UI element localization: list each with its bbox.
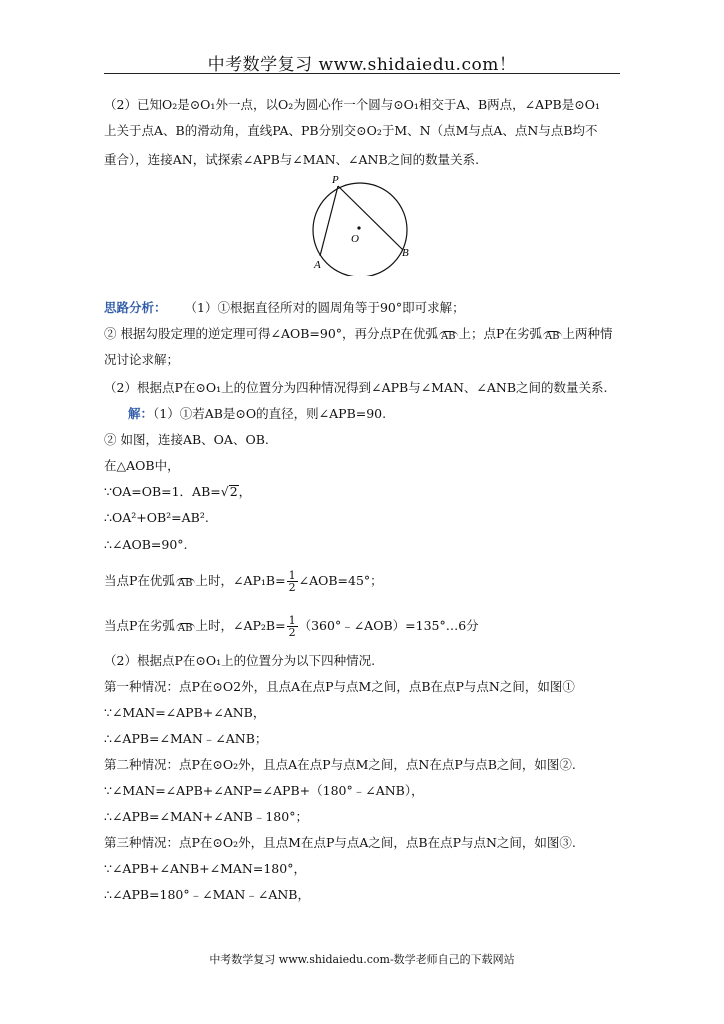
fraction-half: $\frac{1}{2}$	[288, 569, 296, 594]
case-3-a: ∵∠APB+∠ANB+∠MAN=180°，	[104, 861, 306, 876]
page-header-title: 中考数学复习 www.shidaiedu.com！	[207, 55, 517, 75]
label-p: P	[332, 174, 339, 186]
solution-line-2: ② 如图，连接AB、OA、OB.	[104, 432, 269, 447]
case-2: 第二种情况：点P在⊙O₂外，且点A在点P与点M之间，点N在点P与点B之间，如图②.	[104, 757, 576, 772]
sqrt-value: 2	[229, 484, 238, 499]
solution-label: 解：	[128, 406, 154, 421]
case-1-a: ∵∠MAN=∠APB+∠ANB，	[104, 705, 266, 720]
case-3-b: ∴∠APB=180°﹣∠MAN﹣∠ANB，	[104, 887, 310, 902]
arc-ab-major-2: AB	[177, 578, 193, 589]
arc-ab-minor-2: AB	[177, 623, 193, 634]
label-b: B	[402, 247, 409, 259]
center-dot	[357, 226, 360, 229]
solution-line-7: 当点P在优弧 AB 上时，∠AP₁B= $\frac{1}{2}$ ∠AOB=45°；	[104, 569, 383, 594]
label-o: O	[351, 233, 359, 245]
case-1: 第一种情况：点P在⊙O2外，且点A在点P与点M之间，点B在点P与点N之间，如图①	[104, 679, 575, 694]
arc-ab-major: AB	[440, 331, 456, 342]
chord-pb	[338, 186, 403, 250]
solution-line-5: ∴OA²+OB²=AB².	[104, 510, 209, 525]
chord-pa	[320, 186, 338, 256]
fraction-half-2: $\frac{1}{2}$	[288, 614, 296, 639]
solution-line-4: ∵OA=OB=1．AB=√2，	[104, 484, 252, 499]
solution-line-9: （2）根据点P在⊙O₁上的位置分为以下四种情况.	[104, 653, 376, 668]
case-2-a: ∵∠MAN=∠APB+∠ANP=∠APB+（180°﹣∠ANB），	[104, 783, 424, 798]
analysis-line-4: （2）根据点P在⊙O₁上的位置分为四种情况得到∠APB与∠MAN、∠ANB之间的数量关系.	[104, 380, 608, 395]
analysis-line-3: 况讨论求解；	[104, 352, 180, 367]
problem-line-1: （2）已知O₂是⊙O₁外一点，以O₂为圆心作一个圆与⊙O₁相交于A、B两点，∠APB是⊙O₁	[104, 97, 600, 112]
arc-ab-minor: AB	[544, 331, 560, 342]
solution-line-8: 当点P在劣弧 AB 上时，∠AP₂B= $\frac{1}{2}$ （360°﹣∠AOB）=135°…6分	[104, 614, 479, 639]
label-a: A	[314, 259, 321, 271]
solution-line-6: ∴∠AOB=90°.	[104, 537, 188, 552]
case-3: 第三种情况：点P在⊙O₂外，且点M在点P与点A之间，点B在点P与点N之间，如图③.	[104, 835, 576, 850]
header-rule	[104, 73, 620, 74]
problem-line-3: 重合），连接AN，试探索∠APB与∠MAN、∠ANB之间的数量关系.	[104, 152, 480, 167]
analysis-line-2: ② 根据勾股定理的逆定理可得∠AOB=90°，再分点P在优弧 AB 上；点P在劣弧 AB 上两种情	[104, 326, 613, 342]
analysis-label: 思路分析：	[104, 300, 167, 315]
case-2-b: ∴∠APB=∠MAN+∠ANB﹣180°；	[104, 809, 308, 824]
solution-line-3: 在△AOB中，	[104, 458, 180, 473]
page-footer: 中考数学复习 www.shidaiedu.com-数学老师自己的下载网站	[209, 953, 515, 966]
analysis-line-1: 思路分析： （1）①根据直径所对的圆周角等于90°即可求解；	[104, 300, 465, 315]
solution-line-1: 解：（1）①若AB是⊙O的直径，则∠APB=90.	[128, 406, 387, 421]
case-1-b: ∴∠APB=∠MAN﹣∠ANB；	[104, 731, 268, 746]
circle-figure	[296, 168, 426, 276]
problem-line-2: 上关于点A、B的滑动角，直线PA、PB分别交⊙O₂于M、N（点M与点A、点N与点B均不	[104, 123, 598, 138]
